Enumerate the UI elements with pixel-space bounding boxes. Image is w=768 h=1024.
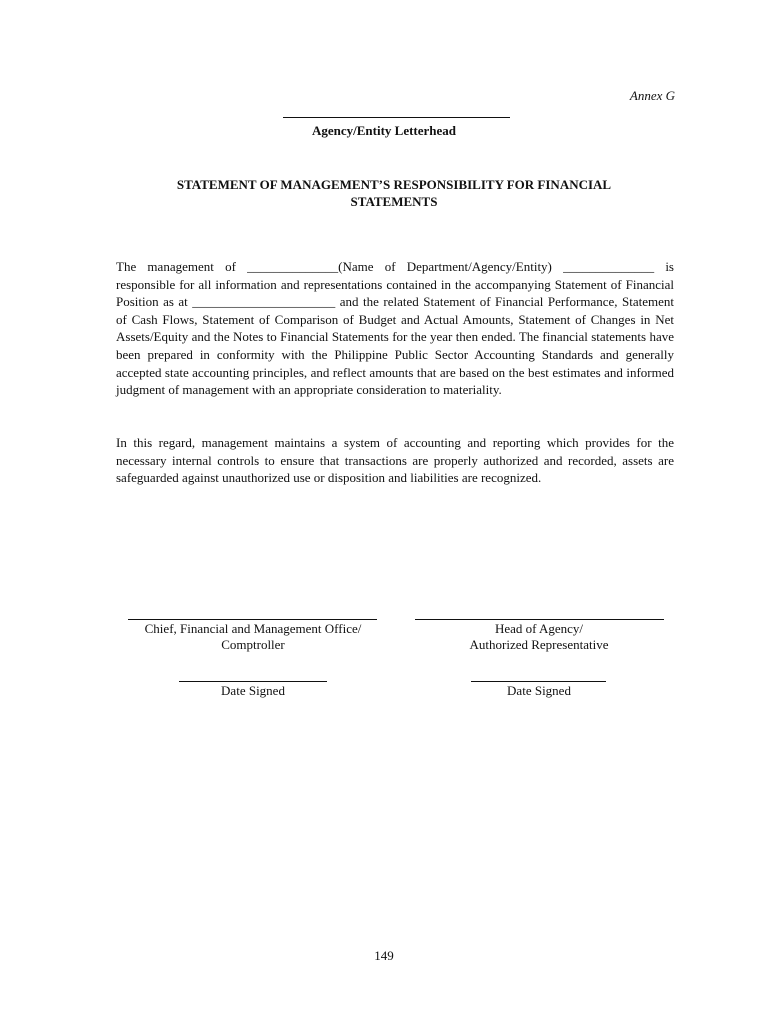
right-signature-line bbox=[415, 619, 664, 620]
right-signatory-title bbox=[404, 621, 674, 653]
right-date-line bbox=[471, 681, 606, 682]
letterhead-blank-line bbox=[283, 117, 510, 118]
left-date-label: Date Signed bbox=[221, 683, 285, 698]
right-date-label: Date Signed bbox=[507, 683, 571, 698]
right-signatory-title-line2: Authorized Representative bbox=[469, 637, 609, 652]
left-signatory-title-line2: Comptroller bbox=[221, 637, 285, 652]
page-number: 149 bbox=[374, 948, 394, 963]
left-date-line bbox=[179, 681, 327, 682]
left-signature-line bbox=[128, 619, 377, 620]
letterhead-label: Agency/Entity Letterhead bbox=[311, 123, 457, 138]
left-signatory-title-line1: Chief, Financial and Management Office/ bbox=[144, 621, 362, 636]
statement-title: STATEMENT OF MANAGEMENT’S RESPONSIBILITY FOR FINANCIAL STATEMENTS bbox=[176, 177, 612, 209]
left-signatory-title bbox=[118, 621, 388, 653]
body-paragraph-2: In this regard, management maintains a system of accounting and reporting which provides for the necessary internal controls to ensure that transactions are properly authorized and recorded, assets are safeguarded against unauthorized use or disposition and liabilities are recognized. bbox=[116, 435, 674, 486]
annex-label: Annex G bbox=[629, 88, 675, 103]
right-signatory-title-line1: Head of Agency/ bbox=[494, 621, 584, 636]
body-paragraph-1: The management of ______________(Name of Department/Agency/Entity) ______________ is responsible for all information and representations contained in the accompanying Statement of Financial Position as at ______________________ and the related Statement of Financial Performance, Statement of Cash Flows, Statement of Comparison of Budget and Actual Amounts, Statement of Changes in Net Assets/Equity and the Notes to Financial Statements for the year then ended. The financial statements have been prepared in conformity with the Philippine Public Sector Accounting Standards and generally accepted state accounting principles, and reflect amounts that are based on the best estimates and informed judgment of management with an appropriate consideration to materiality. bbox=[116, 259, 674, 398]
